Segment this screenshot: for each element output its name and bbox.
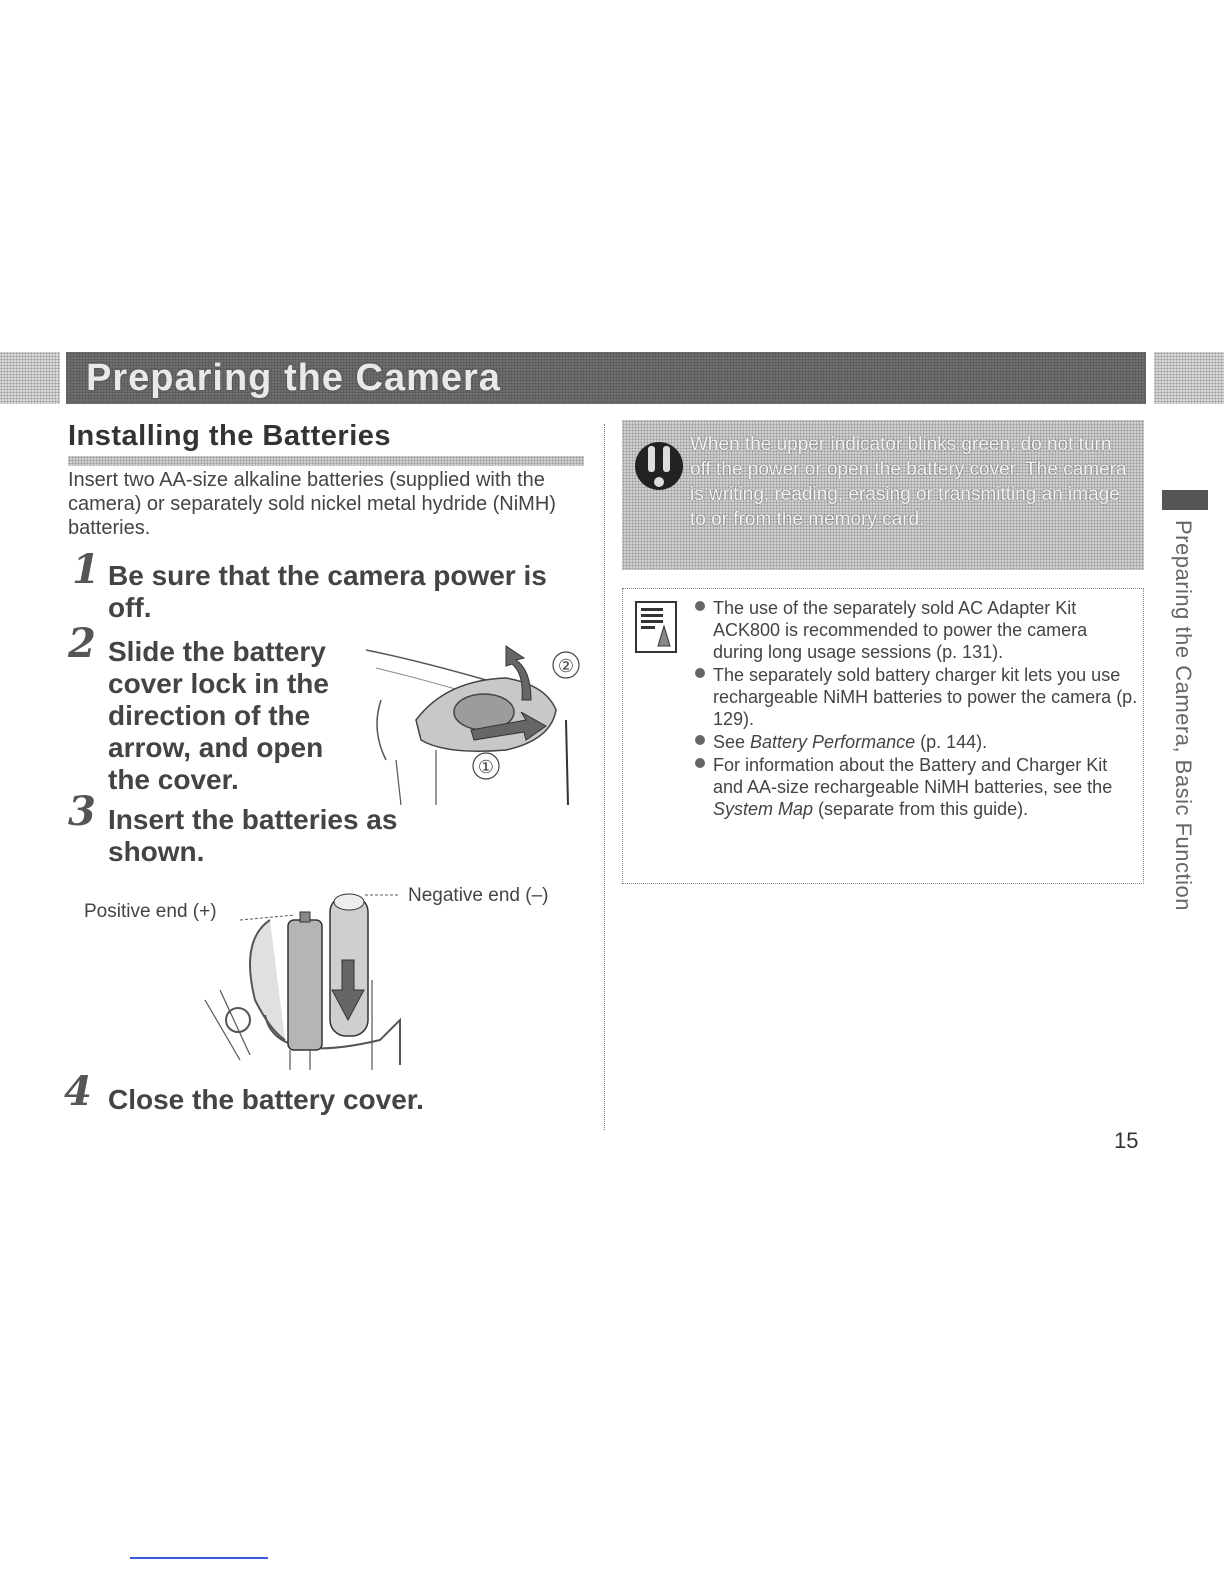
step-1 bbox=[72, 546, 578, 624]
step-number: 1 bbox=[72, 546, 100, 593]
step-text: Be sure that the camera power is off. bbox=[108, 560, 547, 623]
note-item: For information about the Battery and Charger Kit and AA-size rechargeable NiMH batteries, see the System Map (separate from this guide). bbox=[711, 754, 1139, 820]
step-3 bbox=[68, 788, 408, 868]
note-item: The use of the separately sold AC Adapter Kit ACK800 is recommended to power the camera during long usage sessions (p. 131). bbox=[711, 597, 1139, 663]
cross-reference: Battery Performance bbox=[750, 732, 916, 752]
step-4 bbox=[64, 1068, 528, 1116]
notes-box bbox=[622, 588, 1144, 884]
negative-end-label: Negative end (–) bbox=[408, 885, 549, 906]
side-tab-marker bbox=[1162, 490, 1208, 510]
step-number: 2 bbox=[68, 620, 96, 667]
chapter-title: Preparing the Camera bbox=[86, 357, 501, 399]
column-divider bbox=[604, 424, 605, 1130]
caution-exclamation-icon bbox=[632, 438, 686, 492]
bullet-icon bbox=[695, 668, 705, 678]
section-rule bbox=[68, 456, 584, 466]
bullet-icon bbox=[695, 601, 705, 611]
battery-cover-illustration bbox=[356, 640, 586, 810]
step-number: 4 bbox=[64, 1068, 92, 1115]
step-2 bbox=[68, 620, 358, 796]
side-tab-label: Preparing the Camera, Basic Function bbox=[1171, 520, 1196, 911]
step-text: Slide the battery cover lock in the direction of the arrow, and open the cover. bbox=[108, 636, 329, 795]
positive-end-label: Positive end (+) bbox=[84, 901, 217, 922]
callout-1: ① bbox=[477, 757, 495, 777]
banner-left-tab bbox=[0, 352, 60, 404]
page-number: 15 bbox=[1114, 1128, 1139, 1153]
section-intro: Insert two AA-size alkaline batteries (supplied with the camera) or separately sold nickel metal hydride (NiMH) batteries. bbox=[68, 469, 556, 539]
bullet-icon bbox=[695, 735, 705, 745]
section-heading: Installing the Batteries bbox=[68, 420, 392, 452]
footer-rule bbox=[130, 1557, 268, 1559]
banner-right-tab bbox=[1154, 352, 1224, 404]
bullet-icon bbox=[695, 758, 705, 768]
step-number: 3 bbox=[68, 788, 96, 835]
callout-2: ② bbox=[557, 656, 575, 676]
notes-list bbox=[711, 597, 1139, 821]
note-item: The separately sold battery charger kit lets you use rechargeable NiMH batteries to power the camera (p. 129). bbox=[711, 664, 1139, 730]
note-item: See Battery Performance (p. 144). bbox=[711, 731, 1139, 753]
step-text: Insert the batteries as shown. bbox=[108, 804, 398, 867]
step-text: Close the battery cover. bbox=[108, 1084, 424, 1115]
chapter-banner bbox=[0, 352, 1224, 404]
caution-text: When the upper indicator blinks green, do not turn off the power or open the battery cover. The camera is writing, reading, erasing or transmitting an image to or from the memory card. bbox=[690, 434, 1127, 530]
cross-reference: System Map bbox=[713, 799, 814, 819]
memo-icon bbox=[634, 600, 678, 654]
